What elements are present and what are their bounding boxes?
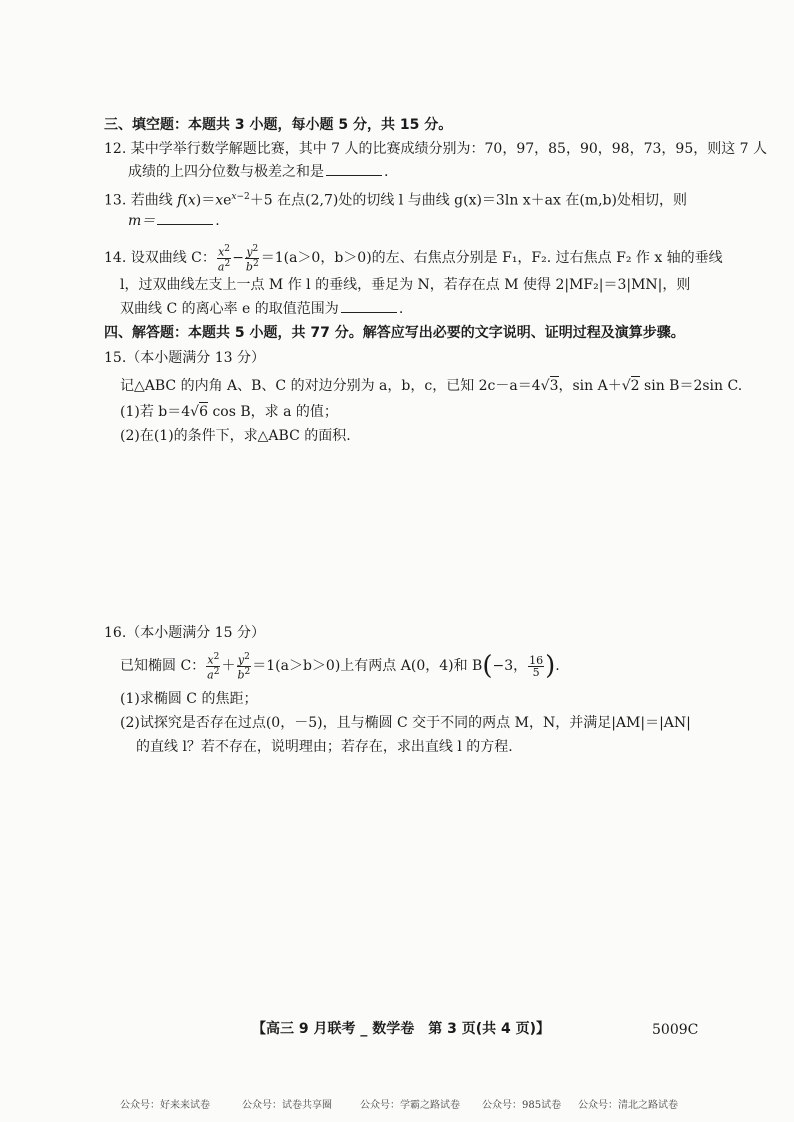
q15-stem-c: sin B＝2sin C. [639,378,743,394]
q12-line2: 成绩的上四分位数与极差之和是 . [128,161,388,183]
q12-line1: 12. 某中学举行数学解题比赛，其中 7 人的比赛成绩分别为：70，97，85，90，98，73，95，则这 7 人 [104,141,768,157]
q16-stem-b: ＝1(a＞b＞0)上有两点 A(0，4)和 B [252,658,483,675]
section3-heading: 三、填空题：本题共 3 小题，每小题 5 分，共 15 分。 [104,117,453,133]
section4-heading: 四、解答题：本题共 5 小题，共 77 分。解答应写出必要的文字说明、证明过程及演算步骤。 [104,325,685,341]
q14-line1: 14. 设双曲线 C： $\frac{x^2}{a^2}$ − $\frac{y^2}{b^2}$ ＝1(a＞0，b＞0)的左、右焦点分别是 F₁，F₂. 过右焦点 F₂ 作 x 轴的垂线 [104,244,723,274]
q15-title: 15.（本小题满分 13 分） [104,350,265,366]
watermark-1: 公众号：好来来试卷 [120,1100,210,1111]
q13-m: m＝ [128,213,156,229]
q16-part2-line2: 的直线 l？若不存在，说明理由；若存在，求出直线 l 的方程. [136,739,513,755]
q14-mid: ＝1(a＞0，b＞0)的左、右焦点分别是 F₁，F₂. 过右焦点 F₂ 作 x 轴的垂线 [260,250,723,267]
q12-answer-blank [326,161,382,176]
q14-line3: 双曲线 C 的离心率 e 的取值范围为 . [120,298,403,320]
watermark-3: 公众号：学霸之路试卷 [360,1100,460,1111]
q15-p1-b: cos B，求 a 的值； [208,404,338,420]
page-footer: 【高三 9 月联考 _ 数学卷 第 3 页(共 4 页)】 [252,1021,551,1037]
q15-part1: (1)若 b＝4√6 cos B，求 a 的值； [120,404,338,420]
q15-p1-a: (1)若 b＝4 [120,404,191,420]
q13-line1: 13. 若曲线 $f(x)=xe^{x-2}+5$ 在点(2,7)处的切线 l 与曲线 g(x)＝3ln x＋ax 在(m,b)处相切，则 [104,192,687,209]
q15-stem: 记△ABC 的内角 A、B、C 的对边分别为 a，b，c，已知 2c－a＝4√3，sin A＋√2 sin B＝2sin C. [120,378,743,394]
q13-prefix: 13. 若曲线 [104,192,178,209]
q16-part2-line1: (2)试探究是否存在过点(0，－5)，且与椭圆 C 交于不同的两点 M，N，并满足|AM|＝|AN| [120,715,691,731]
q16-stem: 已知椭圆 C： $\frac{x^2}{a^2}$ ＋ $\frac{y^2}{b^2}$ ＝1(a＞b＞0)上有两点 A(0，4)和 B(−3， $\frac{16}{5}$ ). [120,651,560,682]
paper-code: 5009C [652,1022,699,1038]
q14-answer-blank [341,298,397,313]
q15-stem-b: ，sin A＋ [558,378,622,394]
q16-stem-a: 已知椭圆 C： [120,658,206,675]
q14-prefix: 14. 设双曲线 C： [104,250,216,267]
q13-line2: m＝ . [128,210,220,232]
q13-answer-blank [157,210,213,225]
q13-mid: 在点(2,7)处的切线 l 与曲线 g(x)＝3ln x＋ax 在(m,b)处相切，则 [272,192,687,209]
q14-line2: l，过双曲线左支上一点 M 作 l 的垂线，垂足为 N，若存在点 M 使得 2|MF₂|＝3|MN|，则 [120,277,691,293]
q16-title: 16.（本小题满分 15 分） [104,625,265,641]
watermark-4: 公众号：985试卷 [482,1100,562,1111]
q12-text: 成绩的上四分位数与极差之和是 [128,164,324,180]
q15-part2: (2)在(1)的条件下，求△ABC 的面积. [120,428,351,444]
q16-part1: (1)求椭圆 C 的焦距； [120,691,258,707]
watermark-5: 公众号：清北之路试卷 [578,1100,678,1111]
q14-text: 双曲线 C 的离心率 e 的取值范围为 [120,301,339,317]
watermark-2: 公众号：试卷共享圈 [242,1100,332,1111]
q15-stem-a: 记△ABC 的内角 A、B、C 的对边分别为 a，b，c，已知 2c－a＝4 [120,378,541,394]
